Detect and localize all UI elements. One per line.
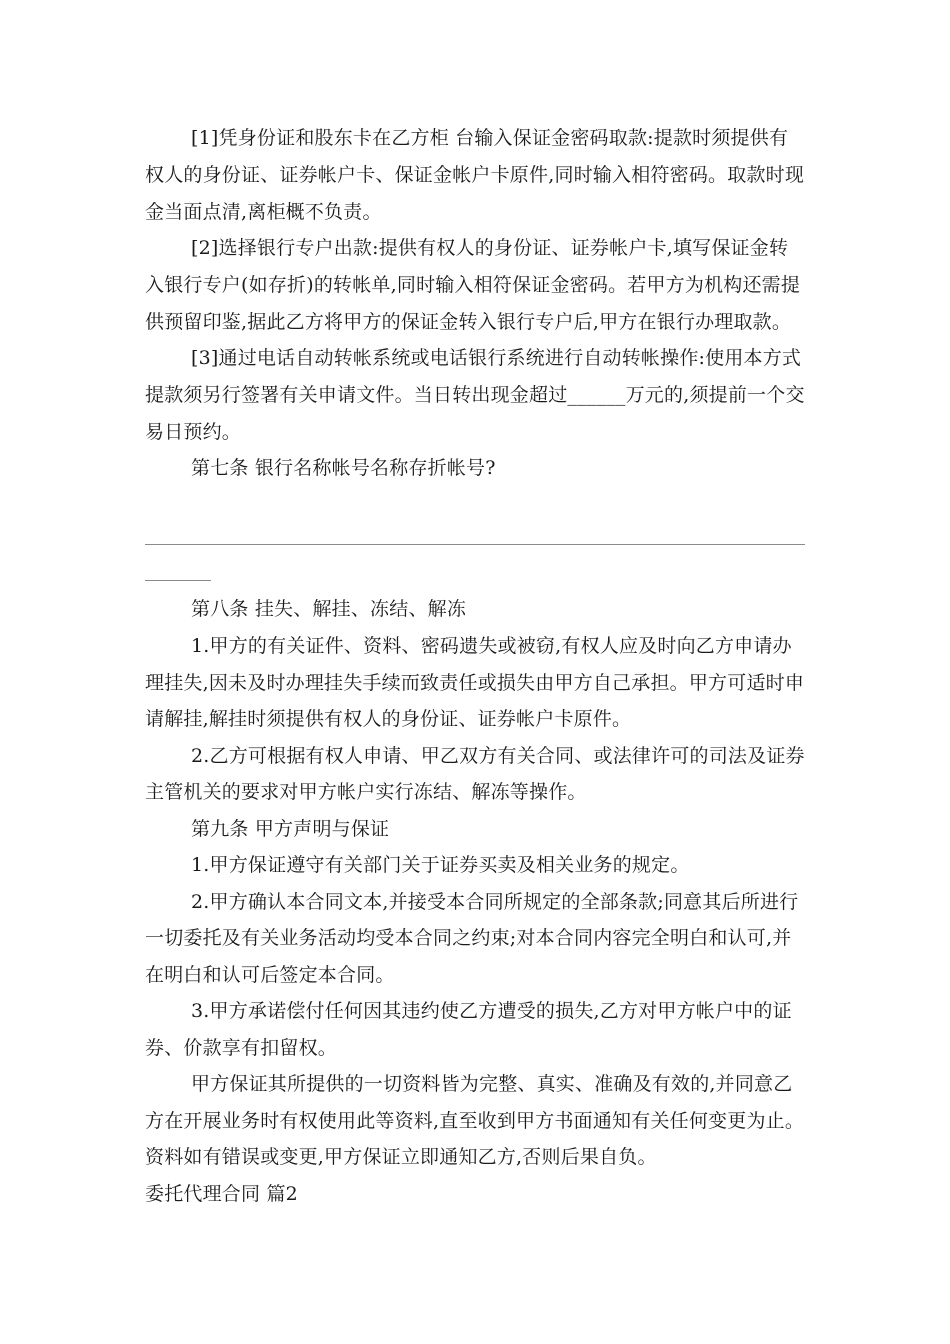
text-line: 理挂失,因未及时办理挂失手续而致责任或损失由甲方自己承担。甲方可适时申 [145,672,805,694]
text-line: 一切委托及有关业务活动均受本合同之约束;对本合同内容完全明白和认可,并 [145,927,792,949]
divider-line-short [145,580,211,581]
text-line: 甲方保证其所提供的一切资料皆为完整、真实、准确及有效的,并同意乙 [191,1073,793,1095]
text-line: 2.乙方可根据有权人申请、甲乙双方有关合同、或法律许可的司法及证券 [191,745,805,767]
text-line: 方在开展业务时有权使用此等资料,直至收到甲方书面通知有关任何变更为止。 [145,1110,805,1132]
text-line: [2]选择银行专户出款:提供有权人的身份证、证券帐户卡,填写保证金转 [191,237,789,259]
text-line: 入银行专户(如存折)的转帐单,同时输入相符保证金密码。若甲方为机构还需提 [145,274,801,296]
text-line: [1]凭身份证和股东卡在乙方柜 台输入保证金密码取款:提款时须提供有 [191,127,789,149]
text-line: 金当面点清,离柜概不负责。 [145,201,382,223]
text-line: 3.甲方承诺偿付任何因其违约使乙方遭受的损失,乙方对甲方帐户中的证 [191,1000,792,1022]
article-heading: 第七条 银行名称帐号名称存折帐号? [191,457,496,479]
text-line: 提款须另行签署有关申请文件。当日转出现金超过______万元的,须提前一个交 [145,384,805,406]
text-line: 券、价款享有扣留权。 [145,1037,338,1059]
text-line: 在明白和认可后签定本合同。 [145,964,395,986]
divider-line [145,544,805,545]
text-line: 资料如有错误或变更,甲方保证立即通知乙方,否则后果自负。 [145,1146,657,1168]
text-line: 1.甲方保证遵守有关部门关于证券买卖及相关业务的规定。 [191,854,690,876]
article-heading: 第八条 挂失、解挂、冻结、解冻 [191,598,467,620]
text-line: 权人的身份证、证券帐户卡、保证金帐户卡原件,同时输入相符密码。取款时现 [145,164,805,186]
text-line: 请解挂,解挂时须提供有权人的身份证、证券帐户卡原件。 [145,708,632,730]
text-line: 主管机关的要求对甲方帐户实行冻结、解冻等操作。 [145,781,587,803]
text-line: [3]通过电话自动转帐系统或电话银行系统进行自动转帐操作:使用本方式 [191,347,802,369]
text-line: 2.甲方确认本合同文本,并接受本合同所规定的全部条款;同意其后所进行 [191,891,799,913]
section-title: 委托代理合同 篇2 [145,1183,298,1205]
text-line: 供预留印鉴,据此乙方将甲方的保证金转入银行专户后,甲方在银行办理取款。 [145,311,792,333]
text-line: 易日预约。 [145,421,242,443]
article-heading: 第九条 甲方声明与保证 [191,818,390,840]
text-line: 1.甲方的有关证件、资料、密码遗失或被窃,有权人应及时向乙方申请办 [191,635,792,657]
